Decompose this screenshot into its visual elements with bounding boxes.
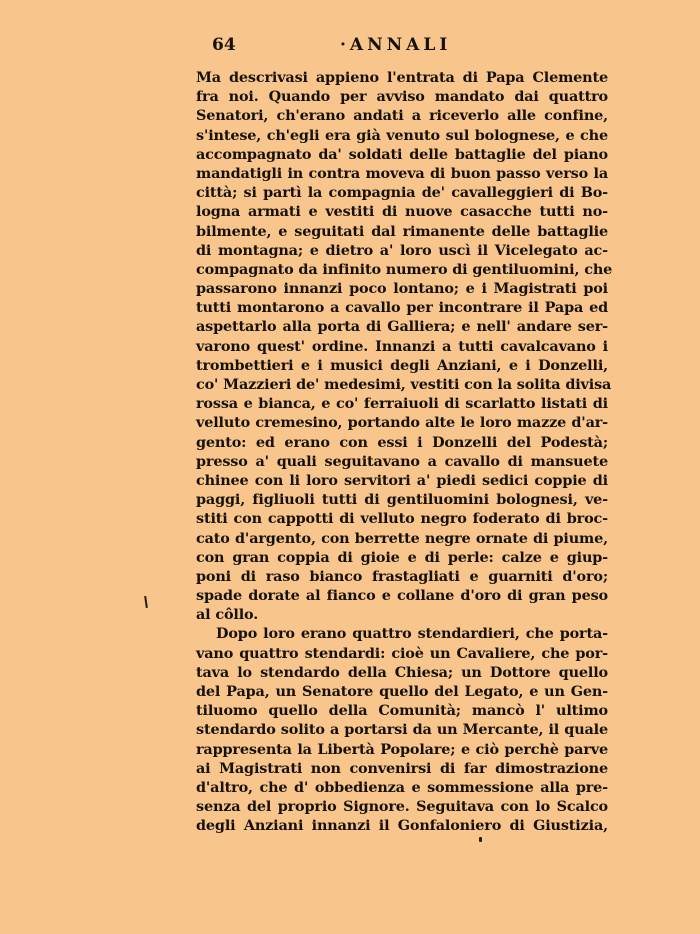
text-line: Dopo loro erano quattro stendardieri, che porta-	[216, 625, 608, 643]
text-line: accompagnato da' soldati delle battaglie del piano	[196, 145, 608, 163]
text-line: rossa e bianca, e co' ferraiuoli di scarlatto listati di	[196, 395, 608, 413]
text-line: mandatigli in contra moveva di buon passo verso la	[196, 164, 608, 182]
text-line: passarono innanzi poco lontano; e i Magistrati poi	[196, 280, 608, 298]
text-line: presso a' quali seguitavano a cavallo di mansuete	[196, 452, 608, 470]
text-line: fra noi. Quando per avviso mandato dai quattro	[196, 88, 608, 106]
text-line: co' Mazzieri de' medesimi, vestiti con la solita divisa	[196, 376, 612, 393]
text-line: velluto cremesino, portando alte le loro mazze d'ar-	[196, 414, 608, 432]
text-line: con gran coppia di gioie e di perle: calze e giup-	[196, 548, 608, 566]
text-line: Senatori, ch'erano andati a riceverlo alle confine,	[196, 107, 608, 125]
text-line: ai Magistrati non convenirsi di far dimostrazione	[196, 759, 608, 777]
text-line: vano quattro stendardi: cioè un Cavaliere, che por-	[196, 644, 608, 662]
text-line: gento: ed erano con essi i Donzelli del Podestà;	[196, 433, 608, 451]
text-line: spade dorate al fianco e collane d'oro di gran peso	[196, 587, 608, 605]
text-line: aspettarlo alla porta di Galliera; e nell' andare ser-	[196, 318, 608, 336]
text-line: Ma descrivasi appieno l'entrata di Papa Clemente	[196, 69, 608, 86]
text-line: di montagna; e dietro a' loro uscì il Vicelegato ac-	[196, 241, 608, 259]
text-line: senza del proprio Signore. Seguitava con lo Scalco	[196, 798, 608, 816]
text-line: compagnato da infinito numero di gentiluomini, che	[196, 260, 613, 278]
page-number: 64	[212, 35, 236, 55]
text-line: del Papa, un Senatore quello del Legato, e un Gen-	[196, 683, 608, 700]
text-line: tiluomo quello della Comunità; mancò l' ultimo	[196, 702, 608, 720]
text-line: cato d'argento, con berrette negre ornate di piume,	[196, 529, 608, 547]
text-line: poni di raso bianco frastagliati e guarniti d'oro;	[196, 567, 608, 585]
text-line: s'intese, ch'egli era già venuto sul bolognese, e che	[196, 126, 608, 144]
text-line: chinee con li loro servitori a' piedi sedici coppie di	[196, 471, 608, 489]
text-line: trombettieri e i musici degli Anziani, e i Donzelli,	[196, 356, 608, 374]
text-line: varono quest' ordine. Innanzi a tutti cavalcavano i	[196, 337, 608, 355]
running-head: ·ANNALI	[340, 35, 452, 55]
text-line: paggi, figliuoli tutti di gentiluomini bolognesi, ve-	[196, 491, 608, 509]
text-line: al côllo.	[196, 606, 259, 624]
text-line: stendardo solito a portarsi da un Mercante, il quale	[196, 721, 608, 739]
body-text	[196, 68, 613, 836]
text-line: tava lo stendardo della Chiesa; un Dottore quello	[196, 663, 608, 681]
ink-speck	[479, 837, 482, 842]
text-line: rappresenta la Libertà Popolare; e ciò perchè parve	[196, 740, 608, 758]
text-line: città; si partì la compagnia de' cavalleggieri di Bo-	[196, 184, 608, 202]
text-line: tutti montarono a cavallo per incontrare il Papa ed	[196, 299, 608, 317]
text-line: stiti con cappotti di velluto negro foderato di broc-	[196, 510, 608, 528]
text-line: bilmente, e seguitati dal rimanente delle battaglie	[196, 222, 608, 240]
text-line: d'altro, che d' obbedienza e sommessione alla pre-	[196, 778, 608, 796]
text-line: logna armati e vestiti di nuove casacche tutti no-	[196, 203, 608, 221]
text-line: degli Anziani innanzi il Gonfaloniero di Giustizia,	[196, 817, 608, 835]
margin-mark	[144, 596, 148, 608]
page-header	[212, 35, 612, 61]
